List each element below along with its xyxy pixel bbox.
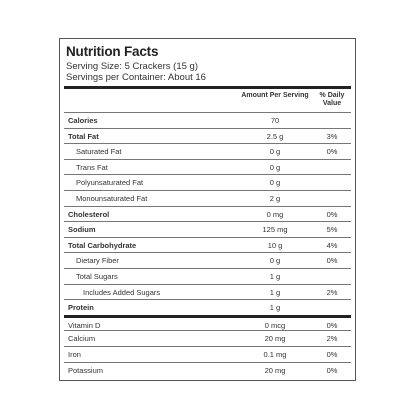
nutrient-daily-value: 2%: [326, 287, 338, 297]
nutrition-title: Nutrition Facts: [66, 44, 159, 59]
nutrient-row: [64, 143, 351, 159]
nutrient-amount: 0 mg: [266, 209, 284, 219]
nutrient-name: Potassium: [68, 365, 104, 375]
nutrient-daily-value: 0%: [326, 209, 338, 219]
nutrient-name: Calories: [68, 116, 98, 125]
nutrient-name: Sodium: [68, 225, 96, 235]
header-divider: [64, 86, 351, 89]
nutrient-daily-value: 3%: [326, 131, 338, 141]
nutrient-row: [64, 284, 351, 300]
nutrient-name: Cholesterol: [68, 209, 110, 219]
nutrient-daily-value: 4%: [326, 240, 338, 250]
nutrient-amount: 1 g: [269, 303, 281, 313]
nutrient-row: [64, 159, 351, 175]
nutrient-amount: 2.5 g: [266, 131, 284, 141]
nutrient-amount: 125 mg: [262, 225, 288, 235]
nutrient-daily-value: 0%: [326, 365, 338, 375]
nutrient-daily-value: 0%: [326, 147, 338, 157]
nutrient-row: [64, 330, 351, 346]
column-header-amount: Amount Per Serving: [241, 92, 309, 99]
nutrient-row: [64, 221, 351, 237]
nutrient-row: [64, 268, 351, 284]
nutrient-amount: 1 g: [269, 271, 281, 281]
nutrient-row: [64, 315, 351, 331]
nutrient-daily-value: 2%: [326, 334, 338, 344]
nutrient-row: [64, 190, 351, 206]
nutrient-amount: 20 mg: [264, 334, 286, 344]
nutrient-table: [64, 112, 351, 377]
nutrient-amount: 20 mg: [264, 365, 286, 375]
nutrient-amount: 0 g: [269, 178, 281, 188]
nutrient-row: [64, 346, 351, 362]
nutrient-row: [64, 299, 351, 315]
nutrient-daily-value: 0%: [326, 349, 338, 359]
nutrient-name: Total Fat: [68, 131, 99, 141]
nutrient-name: Trans Fat: [76, 162, 108, 172]
nutrient-row: [64, 174, 351, 190]
nutrient-amount: 1 g: [269, 287, 281, 297]
nutrient-name: Total Sugars: [76, 271, 118, 281]
nutrient-name: Dietary Fiber: [76, 256, 119, 266]
nutrient-amount: 2 g: [269, 193, 281, 203]
nutrient-amount: 0 mcg: [264, 320, 286, 330]
nutrient-amount: 0 g: [269, 147, 281, 157]
nutrient-name: Polyunsaturated Fat: [76, 178, 144, 188]
nutrient-row: [64, 252, 351, 268]
nutrient-row: [64, 237, 351, 253]
nutrition-facts-panel: [59, 38, 356, 381]
nutrient-row: [64, 112, 351, 128]
nutrient-name: Total Carbohydrate: [68, 240, 137, 250]
nutrient-row: [64, 206, 351, 222]
column-header-daily-value: % Daily Value: [319, 92, 345, 107]
nutrient-row: [64, 362, 351, 378]
nutrient-name: Calcium: [68, 334, 96, 344]
nutrient-name: Includes Added Sugars: [83, 287, 161, 297]
nutrient-daily-value: 0%: [326, 256, 338, 266]
nutrient-name: Iron: [68, 349, 81, 359]
nutrient-amount: 0.1 mg: [263, 349, 287, 359]
nutrient-amount: 0 g: [269, 256, 281, 266]
nutrient-name: Protein: [68, 303, 94, 313]
nutrient-amount: 70: [270, 116, 280, 125]
nutrient-row: [64, 128, 351, 144]
nutrient-name: Monounsaturated Fat: [76, 193, 148, 203]
nutrient-amount: 10 g: [267, 240, 283, 250]
nutrient-name: Vitamin D: [68, 320, 101, 330]
nutrient-amount: 0 g: [269, 162, 281, 172]
nutrient-daily-value: 5%: [326, 225, 338, 235]
nutrient-name: Saturated Fat: [76, 147, 122, 157]
servings-per-container: Servings per Container: About 16: [66, 72, 206, 83]
nutrient-daily-value: 0%: [326, 320, 338, 330]
serving-size: Serving Size: 5 Crackers (15 g): [66, 61, 198, 72]
